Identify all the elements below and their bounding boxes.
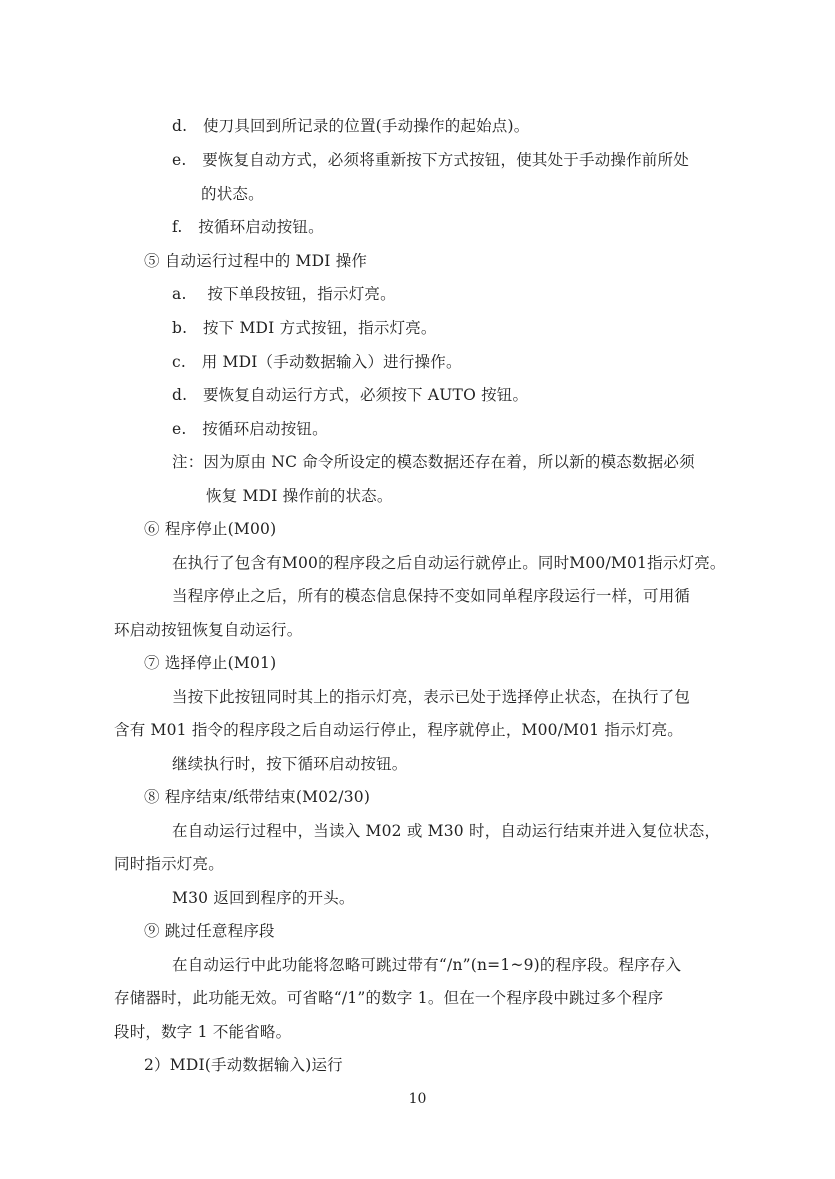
page-number: 10 (408, 1091, 427, 1107)
paragraph-line: 段时，数字 1 不能省略。 (114, 1023, 292, 1041)
section-heading: ⑦ 选择停止(M01) (144, 654, 277, 672)
note-line: 注：因为原由 NC 命令所设定的模态数据还存在着，所以新的模态数据必须 (172, 453, 695, 471)
section-heading: ⑥ 程序停止(M00) (144, 520, 277, 538)
text-line: c. 用 MDI（手动数据输入）进行操作。 (172, 353, 462, 371)
section-heading: ⑤ 自动运行过程中的 MDI 操作 (144, 252, 368, 270)
paragraph-line: 在自动运行过程中，当读入 M02 或 M30 时，自动运行结束并进入复位状态， (172, 822, 721, 840)
text-line: 的状态。 (201, 185, 264, 203)
text-line: d. 使刀具回到所记录的位置(手动操作的起始点)。 (172, 117, 530, 135)
note-line: 恢复 MDI 操作前的状态。 (206, 487, 393, 505)
paragraph-line: 存储器时，此功能无效。可省略“/1”的数字 1。但在一个程序段中跳过多个程序 (114, 989, 664, 1007)
text-line: b. 按下 MDI 方式按钮，指示灯亮。 (172, 319, 437, 337)
paragraph-line: 继续执行时，按下循环启动按钮。 (172, 755, 408, 773)
text-line: a. 按下单段按钮，指示灯亮。 (172, 285, 396, 303)
section-heading: ⑨ 跳过任意程序段 (144, 922, 275, 940)
paragraph-line: 环启动按钮恢复自动运行。 (114, 621, 303, 639)
paragraph-line: 当按下此按钮同时其上的指示灯亮，表示已处于选择停止状态，在执行了包 (172, 688, 691, 706)
paragraph-line: 含有 M01 指令的程序段之后自动运行停止，程序就停止，M00/M01 指示灯亮。 (114, 721, 683, 739)
paragraph-line: 当程序停止之后，所有的模态信息保持不变如同单程序段运行一样，可用循 (172, 587, 691, 605)
subsection-heading: 2）MDI(手动数据输入)运行 (144, 1056, 343, 1074)
paragraph-line: 在自动运行中此功能将忽略可跳过带有“/n”(n=1~9)的程序段。程序存入 (172, 956, 682, 974)
section-heading: ⑧ 程序结束/纸带结束(M02/30) (144, 788, 371, 806)
paragraph-line: 在执行了包含有M00的程序段之后自动运行就停止。同时M00/M01指示灯亮。 (172, 554, 726, 572)
text-line: e. 按循环启动按钮。 (172, 420, 328, 438)
text-line: d. 要恢复自动运行方式，必须按下 AUTO 按钮。 (172, 386, 529, 404)
paragraph-line: M30 返回到程序的开头。 (172, 889, 355, 907)
paragraph-line: 同时指示灯亮。 (114, 855, 224, 873)
text-line: e. 要恢复自动方式，必须将重新按下方式按钮，使其处于手动操作前所处 (172, 151, 689, 169)
text-line: f. 按循环启动按钮。 (172, 218, 324, 236)
